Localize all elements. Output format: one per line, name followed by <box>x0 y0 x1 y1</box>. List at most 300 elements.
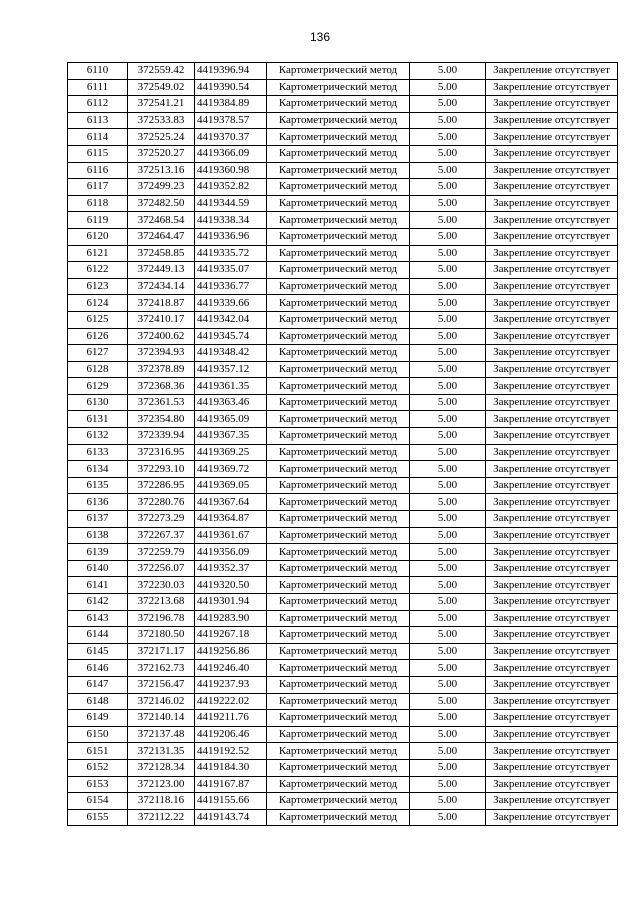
point-number-cell: 6145 <box>68 643 128 660</box>
fixation-cell: Закрепление отсутствует <box>486 477 618 494</box>
error-cell: 5.00 <box>410 444 486 461</box>
table-row <box>68 544 618 561</box>
error-cell: 5.00 <box>410 212 486 229</box>
table-row <box>68 444 618 461</box>
x-coordinate-cell: 372354.80 <box>128 411 195 428</box>
table-row <box>68 594 618 611</box>
y-coordinate-cell: 4419342.04 <box>195 311 267 328</box>
coordinates-table-body <box>68 63 618 826</box>
error-cell: 5.00 <box>410 129 486 146</box>
method-cell: Картометрический метод <box>267 793 410 810</box>
method-cell: Картометрический метод <box>267 245 410 262</box>
method-cell: Картометрический метод <box>267 394 410 411</box>
method-cell: Картометрический метод <box>267 212 410 229</box>
fixation-cell: Закрепление отсутствует <box>486 63 618 80</box>
error-cell: 5.00 <box>410 577 486 594</box>
y-coordinate-cell: 4419369.72 <box>195 461 267 478</box>
error-cell: 5.00 <box>410 361 486 378</box>
method-cell: Картометрический метод <box>267 112 410 129</box>
y-coordinate-cell: 4419357.12 <box>195 361 267 378</box>
table-row <box>68 145 618 162</box>
x-coordinate-cell: 372394.93 <box>128 345 195 362</box>
y-coordinate-cell: 4419378.57 <box>195 112 267 129</box>
error-cell: 5.00 <box>410 610 486 627</box>
fixation-cell: Закрепление отсутствует <box>486 212 618 229</box>
method-cell: Картометрический метод <box>267 477 410 494</box>
x-coordinate-cell: 372180.50 <box>128 627 195 644</box>
table-row <box>68 809 618 826</box>
error-cell: 5.00 <box>410 560 486 577</box>
y-coordinate-cell: 4419344.59 <box>195 195 267 212</box>
table-row <box>68 378 618 395</box>
error-cell: 5.00 <box>410 477 486 494</box>
method-cell: Картометрический метод <box>267 743 410 760</box>
method-cell: Картометрический метод <box>267 577 410 594</box>
method-cell: Картометрический метод <box>267 710 410 727</box>
point-number-cell: 6118 <box>68 195 128 212</box>
method-cell: Картометрический метод <box>267 262 410 279</box>
table-row <box>68 461 618 478</box>
x-coordinate-cell: 372339.94 <box>128 428 195 445</box>
y-coordinate-cell: 4419345.74 <box>195 328 267 345</box>
fixation-cell: Закрепление отсутствует <box>486 494 618 511</box>
point-number-cell: 6126 <box>68 328 128 345</box>
method-cell: Картометрический метод <box>267 228 410 245</box>
x-coordinate-cell: 372549.02 <box>128 79 195 96</box>
x-coordinate-cell: 372513.16 <box>128 162 195 179</box>
y-coordinate-cell: 4419390.54 <box>195 79 267 96</box>
x-coordinate-cell: 372171.17 <box>128 643 195 660</box>
point-number-cell: 6152 <box>68 759 128 776</box>
x-coordinate-cell: 372230.03 <box>128 577 195 594</box>
x-coordinate-cell: 372418.87 <box>128 295 195 312</box>
fixation-cell: Закрепление отсутствует <box>486 743 618 760</box>
point-number-cell: 6140 <box>68 560 128 577</box>
point-number-cell: 6151 <box>68 743 128 760</box>
error-cell: 5.00 <box>410 195 486 212</box>
method-cell: Картометрический метод <box>267 328 410 345</box>
y-coordinate-cell: 4419222.02 <box>195 693 267 710</box>
y-coordinate-cell: 4419369.05 <box>195 477 267 494</box>
table-row <box>68 311 618 328</box>
x-coordinate-cell: 372196.78 <box>128 610 195 627</box>
table-row <box>68 179 618 196</box>
x-coordinate-cell: 372112.22 <box>128 809 195 826</box>
table-row <box>68 660 618 677</box>
point-number-cell: 6141 <box>68 577 128 594</box>
y-coordinate-cell: 4419348.42 <box>195 345 267 362</box>
y-coordinate-cell: 4419338.34 <box>195 212 267 229</box>
method-cell: Картометрический метод <box>267 361 410 378</box>
y-coordinate-cell: 4419246.40 <box>195 660 267 677</box>
point-number-cell: 6136 <box>68 494 128 511</box>
y-coordinate-cell: 4419301.94 <box>195 594 267 611</box>
fixation-cell: Закрепление отсутствует <box>486 577 618 594</box>
table-row <box>68 245 618 262</box>
x-coordinate-cell: 372464.47 <box>128 228 195 245</box>
error-cell: 5.00 <box>410 145 486 162</box>
method-cell: Картометрический метод <box>267 378 410 395</box>
fixation-cell: Закрепление отсутствует <box>486 710 618 727</box>
x-coordinate-cell: 372533.83 <box>128 112 195 129</box>
table-row <box>68 676 618 693</box>
x-coordinate-cell: 372434.14 <box>128 278 195 295</box>
x-coordinate-cell: 372293.10 <box>128 461 195 478</box>
fixation-cell: Закрепление отсутствует <box>486 444 618 461</box>
point-number-cell: 6113 <box>68 112 128 129</box>
fixation-cell: Закрепление отсутствует <box>486 96 618 113</box>
fixation-cell: Закрепление отсутствует <box>486 411 618 428</box>
x-coordinate-cell: 372128.34 <box>128 759 195 776</box>
fixation-cell: Закрепление отсутствует <box>486 560 618 577</box>
y-coordinate-cell: 4419361.35 <box>195 378 267 395</box>
y-coordinate-cell: 4419335.07 <box>195 262 267 279</box>
error-cell: 5.00 <box>410 278 486 295</box>
x-coordinate-cell: 372140.14 <box>128 710 195 727</box>
x-coordinate-cell: 372156.47 <box>128 676 195 693</box>
y-coordinate-cell: 4419155.66 <box>195 793 267 810</box>
method-cell: Картометрический метод <box>267 726 410 743</box>
x-coordinate-cell: 372458.85 <box>128 245 195 262</box>
point-number-cell: 6119 <box>68 212 128 229</box>
x-coordinate-cell: 372541.21 <box>128 96 195 113</box>
error-cell: 5.00 <box>410 643 486 660</box>
x-coordinate-cell: 372559.42 <box>128 63 195 80</box>
error-cell: 5.00 <box>410 295 486 312</box>
y-coordinate-cell: 4419237.93 <box>195 676 267 693</box>
y-coordinate-cell: 4419352.82 <box>195 179 267 196</box>
table-row <box>68 627 618 644</box>
point-number-cell: 6132 <box>68 428 128 445</box>
method-cell: Картометрический метод <box>267 676 410 693</box>
error-cell: 5.00 <box>410 262 486 279</box>
method-cell: Картометрический метод <box>267 610 410 627</box>
fixation-cell: Закрепление отсутствует <box>486 79 618 96</box>
error-cell: 5.00 <box>410 793 486 810</box>
fixation-cell: Закрепление отсутствует <box>486 643 618 660</box>
method-cell: Картометрический метод <box>267 428 410 445</box>
method-cell: Картометрический метод <box>267 511 410 528</box>
y-coordinate-cell: 4419363.46 <box>195 394 267 411</box>
y-coordinate-cell: 4419364.87 <box>195 511 267 528</box>
table-row <box>68 693 618 710</box>
method-cell: Картометрический метод <box>267 96 410 113</box>
error-cell: 5.00 <box>410 527 486 544</box>
method-cell: Картометрический метод <box>267 560 410 577</box>
table-row <box>68 610 618 627</box>
point-number-cell: 6117 <box>68 179 128 196</box>
y-coordinate-cell: 4419370.37 <box>195 129 267 146</box>
error-cell: 5.00 <box>410 726 486 743</box>
method-cell: Картометрический метод <box>267 627 410 644</box>
x-coordinate-cell: 372256.07 <box>128 560 195 577</box>
method-cell: Картометрический метод <box>267 195 410 212</box>
error-cell: 5.00 <box>410 494 486 511</box>
y-coordinate-cell: 4419320.50 <box>195 577 267 594</box>
table-row <box>68 345 618 362</box>
method-cell: Картометрический метод <box>267 809 410 826</box>
point-number-cell: 6153 <box>68 776 128 793</box>
point-number-cell: 6138 <box>68 527 128 544</box>
error-cell: 5.00 <box>410 627 486 644</box>
method-cell: Картометрический метод <box>267 759 410 776</box>
table-row <box>68 195 618 212</box>
error-cell: 5.00 <box>410 245 486 262</box>
table-row <box>68 511 618 528</box>
error-cell: 5.00 <box>410 776 486 793</box>
table-row <box>68 212 618 229</box>
point-number-cell: 6150 <box>68 726 128 743</box>
fixation-cell: Закрепление отсутствует <box>486 676 618 693</box>
fixation-cell: Закрепление отсутствует <box>486 245 618 262</box>
point-number-cell: 6133 <box>68 444 128 461</box>
y-coordinate-cell: 4419283.90 <box>195 610 267 627</box>
point-number-cell: 6114 <box>68 129 128 146</box>
x-coordinate-cell: 372146.02 <box>128 693 195 710</box>
y-coordinate-cell: 4419369.25 <box>195 444 267 461</box>
method-cell: Картометрический метод <box>267 527 410 544</box>
point-number-cell: 6128 <box>68 361 128 378</box>
error-cell: 5.00 <box>410 345 486 362</box>
table-row <box>68 726 618 743</box>
error-cell: 5.00 <box>410 394 486 411</box>
point-number-cell: 6122 <box>68 262 128 279</box>
fixation-cell: Закрепление отсутствует <box>486 544 618 561</box>
error-cell: 5.00 <box>410 544 486 561</box>
fixation-cell: Закрепление отсутствует <box>486 627 618 644</box>
point-number-cell: 6121 <box>68 245 128 262</box>
error-cell: 5.00 <box>410 63 486 80</box>
point-number-cell: 6130 <box>68 394 128 411</box>
table-row <box>68 710 618 727</box>
error-cell: 5.00 <box>410 428 486 445</box>
x-coordinate-cell: 372259.79 <box>128 544 195 561</box>
y-coordinate-cell: 4419356.09 <box>195 544 267 561</box>
y-coordinate-cell: 4419256.86 <box>195 643 267 660</box>
method-cell: Картометрический метод <box>267 660 410 677</box>
point-number-cell: 6125 <box>68 311 128 328</box>
x-coordinate-cell: 372273.29 <box>128 511 195 528</box>
point-number-cell: 6112 <box>68 96 128 113</box>
fixation-cell: Закрепление отсутствует <box>486 195 618 212</box>
table-row <box>68 79 618 96</box>
method-cell: Картометрический метод <box>267 162 410 179</box>
point-number-cell: 6146 <box>68 660 128 677</box>
method-cell: Картометрический метод <box>267 494 410 511</box>
x-coordinate-cell: 372499.23 <box>128 179 195 196</box>
point-number-cell: 6139 <box>68 544 128 561</box>
x-coordinate-cell: 372162.73 <box>128 660 195 677</box>
point-number-cell: 6149 <box>68 710 128 727</box>
y-coordinate-cell: 4419367.64 <box>195 494 267 511</box>
y-coordinate-cell: 4419384.89 <box>195 96 267 113</box>
method-cell: Картометрический метод <box>267 594 410 611</box>
x-coordinate-cell: 372410.17 <box>128 311 195 328</box>
x-coordinate-cell: 372361.53 <box>128 394 195 411</box>
y-coordinate-cell: 4419367.35 <box>195 428 267 445</box>
method-cell: Картометрический метод <box>267 278 410 295</box>
error-cell: 5.00 <box>410 660 486 677</box>
fixation-cell: Закрепление отсутствует <box>486 278 618 295</box>
point-number-cell: 6143 <box>68 610 128 627</box>
x-coordinate-cell: 372267.37 <box>128 527 195 544</box>
error-cell: 5.00 <box>410 112 486 129</box>
error-cell: 5.00 <box>410 809 486 826</box>
table-row <box>68 262 618 279</box>
x-coordinate-cell: 372525.24 <box>128 129 195 146</box>
fixation-cell: Закрепление отсутствует <box>486 378 618 395</box>
point-number-cell: 6147 <box>68 676 128 693</box>
point-number-cell: 6137 <box>68 511 128 528</box>
fixation-cell: Закрепление отсутствует <box>486 461 618 478</box>
fixation-cell: Закрепление отсутствует <box>486 594 618 611</box>
method-cell: Картометрический метод <box>267 461 410 478</box>
x-coordinate-cell: 372286.95 <box>128 477 195 494</box>
table-row <box>68 278 618 295</box>
y-coordinate-cell: 4419339.66 <box>195 295 267 312</box>
table-row <box>68 577 618 594</box>
fixation-cell: Закрепление отсутствует <box>486 328 618 345</box>
y-coordinate-cell: 4419366.09 <box>195 145 267 162</box>
error-cell: 5.00 <box>410 179 486 196</box>
y-coordinate-cell: 4419396.94 <box>195 63 267 80</box>
table-row <box>68 477 618 494</box>
table-row <box>68 63 618 80</box>
fixation-cell: Закрепление отсутствует <box>486 428 618 445</box>
method-cell: Картометрический метод <box>267 63 410 80</box>
point-number-cell: 6127 <box>68 345 128 362</box>
fixation-cell: Закрепление отсутствует <box>486 145 618 162</box>
method-cell: Картометрический метод <box>267 693 410 710</box>
point-number-cell: 6154 <box>68 793 128 810</box>
x-coordinate-cell: 372280.76 <box>128 494 195 511</box>
method-cell: Картометрический метод <box>267 179 410 196</box>
point-number-cell: 6129 <box>68 378 128 395</box>
x-coordinate-cell: 372123.00 <box>128 776 195 793</box>
point-number-cell: 6134 <box>68 461 128 478</box>
point-number-cell: 6120 <box>68 228 128 245</box>
x-coordinate-cell: 372368.36 <box>128 378 195 395</box>
table-row <box>68 96 618 113</box>
fixation-cell: Закрепление отсутствует <box>486 262 618 279</box>
table-row <box>68 295 618 312</box>
error-cell: 5.00 <box>410 693 486 710</box>
error-cell: 5.00 <box>410 594 486 611</box>
table-row <box>68 494 618 511</box>
y-coordinate-cell: 4419365.09 <box>195 411 267 428</box>
x-coordinate-cell: 372213.68 <box>128 594 195 611</box>
x-coordinate-cell: 372316.95 <box>128 444 195 461</box>
fixation-cell: Закрепление отсутствует <box>486 660 618 677</box>
point-number-cell: 6116 <box>68 162 128 179</box>
y-coordinate-cell: 4419361.67 <box>195 527 267 544</box>
x-coordinate-cell: 372400.62 <box>128 328 195 345</box>
error-cell: 5.00 <box>410 328 486 345</box>
method-cell: Картометрический метод <box>267 145 410 162</box>
table-row <box>68 643 618 660</box>
fixation-cell: Закрепление отсутствует <box>486 129 618 146</box>
table-row <box>68 411 618 428</box>
fixation-cell: Закрепление отсутствует <box>486 361 618 378</box>
fixation-cell: Закрепление отсутствует <box>486 228 618 245</box>
fixation-cell: Закрепление отсутствует <box>486 179 618 196</box>
error-cell: 5.00 <box>410 743 486 760</box>
table-row <box>68 527 618 544</box>
table-row <box>68 776 618 793</box>
table-row <box>68 394 618 411</box>
fixation-cell: Закрепление отсутствует <box>486 162 618 179</box>
table-row <box>68 328 618 345</box>
method-cell: Картометрический метод <box>267 411 410 428</box>
point-number-cell: 6111 <box>68 79 128 96</box>
point-number-cell: 6110 <box>68 63 128 80</box>
table-row <box>68 361 618 378</box>
error-cell: 5.00 <box>410 162 486 179</box>
table-row <box>68 793 618 810</box>
x-coordinate-cell: 372468.54 <box>128 212 195 229</box>
point-number-cell: 6148 <box>68 693 128 710</box>
table-row <box>68 560 618 577</box>
y-coordinate-cell: 4419336.77 <box>195 278 267 295</box>
error-cell: 5.00 <box>410 411 486 428</box>
fixation-cell: Закрепление отсутствует <box>486 793 618 810</box>
error-cell: 5.00 <box>410 461 486 478</box>
y-coordinate-cell: 4419184.30 <box>195 759 267 776</box>
y-coordinate-cell: 4419360.98 <box>195 162 267 179</box>
x-coordinate-cell: 372449.13 <box>128 262 195 279</box>
x-coordinate-cell: 372482.50 <box>128 195 195 212</box>
method-cell: Картометрический метод <box>267 643 410 660</box>
point-number-cell: 6144 <box>68 627 128 644</box>
point-number-cell: 6142 <box>68 594 128 611</box>
fixation-cell: Закрепление отсутствует <box>486 311 618 328</box>
error-cell: 5.00 <box>410 311 486 328</box>
point-number-cell: 6115 <box>68 145 128 162</box>
fixation-cell: Закрепление отсутствует <box>486 527 618 544</box>
fixation-cell: Закрепление отсутствует <box>486 394 618 411</box>
method-cell: Картометрический метод <box>267 295 410 312</box>
x-coordinate-cell: 372378.89 <box>128 361 195 378</box>
point-number-cell: 6124 <box>68 295 128 312</box>
table-row <box>68 759 618 776</box>
x-coordinate-cell: 372137.48 <box>128 726 195 743</box>
x-coordinate-cell: 372520.27 <box>128 145 195 162</box>
table-row <box>68 743 618 760</box>
point-number-cell: 6135 <box>68 477 128 494</box>
y-coordinate-cell: 4419335.72 <box>195 245 267 262</box>
y-coordinate-cell: 4419352.37 <box>195 560 267 577</box>
point-number-cell: 6155 <box>68 809 128 826</box>
error-cell: 5.00 <box>410 378 486 395</box>
method-cell: Картометрический метод <box>267 79 410 96</box>
y-coordinate-cell: 4419211.76 <box>195 710 267 727</box>
error-cell: 5.00 <box>410 710 486 727</box>
method-cell: Картометрический метод <box>267 776 410 793</box>
method-cell: Картометрический метод <box>267 311 410 328</box>
error-cell: 5.00 <box>410 96 486 113</box>
page-number: 136 <box>309 30 331 44</box>
error-cell: 5.00 <box>410 759 486 776</box>
fixation-cell: Закрепление отсутствует <box>486 759 618 776</box>
fixation-cell: Закрепление отсутствует <box>486 511 618 528</box>
fixation-cell: Закрепление отсутствует <box>486 693 618 710</box>
table-row <box>68 428 618 445</box>
fixation-cell: Закрепление отсутствует <box>486 776 618 793</box>
fixation-cell: Закрепление отсутствует <box>486 610 618 627</box>
fixation-cell: Закрепление отсутствует <box>486 726 618 743</box>
point-number-cell: 6123 <box>68 278 128 295</box>
y-coordinate-cell: 4419267.18 <box>195 627 267 644</box>
